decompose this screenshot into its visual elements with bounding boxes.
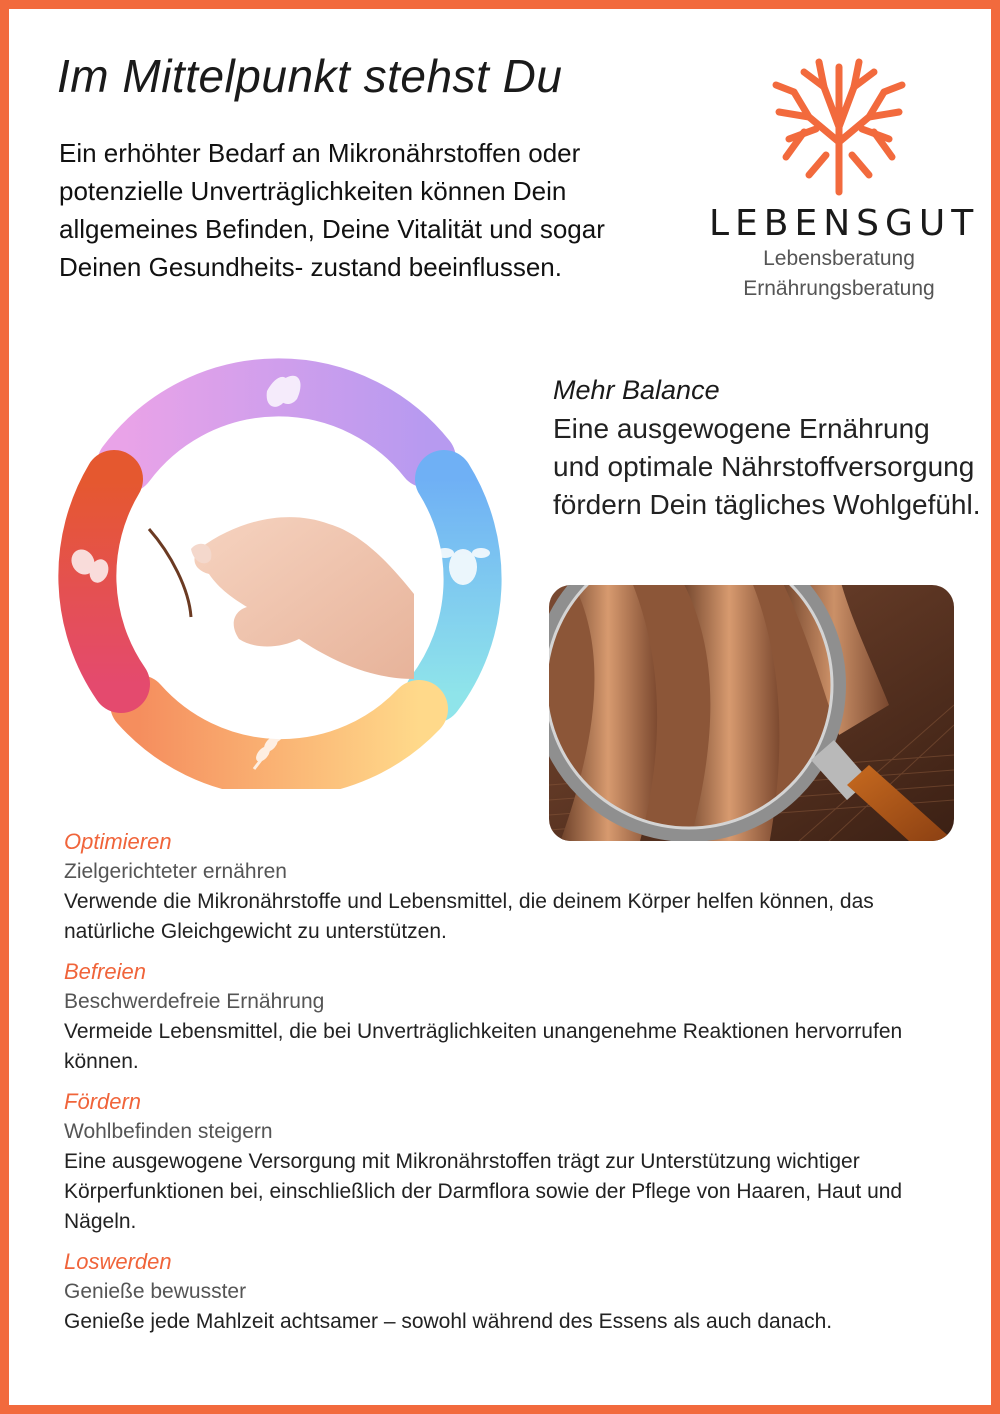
section-heading: Optimieren <box>64 829 172 854</box>
section-subheading: Zielgerichteter ernähren <box>64 860 287 883</box>
section-loswerden <box>64 1247 964 1337</box>
nutrition-ring-illustration <box>49 349 509 789</box>
balance-block <box>553 375 983 524</box>
sections-list <box>64 827 964 1347</box>
hand-holding-hair-image <box>149 517 414 679</box>
brand-logo <box>709 47 980 304</box>
section-subheading: Wohlbefinden steigern <box>64 1120 273 1143</box>
brand-name: LEBENSGUT <box>709 203 980 244</box>
balance-text: Eine ausgewogene Ernährung und optimale Nährstoffversorgung fördern Dein tägliches Wohlgefühl. <box>553 413 981 520</box>
magnified-hair-image <box>549 585 954 841</box>
section-body: Genieße jede Mahlzeit achtsamer – sowohl während des Essens als auch danach. <box>64 1310 833 1333</box>
section-body: Eine ausgewogene Versorgung mit Mikronährstoffen trägt zur Unterstützung wichtiger Körperfunktionen bei, einschließlich der Darmflora sowie der Pflege von Haaren, Haut und Nägeln. <box>64 1150 903 1233</box>
section-subheading: Beschwerdefreie Ernährung <box>64 990 325 1013</box>
page-title: Im Mittelpunkt stehst Du <box>57 50 563 102</box>
section-body: Verwende die Mikronährstoffe und Lebensmittel, die deinem Körper helfen können, das natürliche Gleichgewicht zu unterstützen. <box>64 890 874 943</box>
section-heading: Loswerden <box>64 1249 172 1274</box>
intro-text: Ein erhöhter Bedarf an Mikronährstoffen oder potenzielle Unverträglichkeiten können Dein allgemeines Befinden, Deine Vitalität und sogar Deinen Gesundheits- zustand beeinflussen. <box>59 138 605 282</box>
section-heading: Fördern <box>64 1089 142 1114</box>
balance-title: Mehr Balance <box>553 375 720 405</box>
tree-logo-icon <box>764 47 914 197</box>
brand-line-2: Ernährungsberatung <box>743 277 935 300</box>
section-foerdern <box>64 1087 964 1237</box>
brand-line-1: Lebensberatung <box>763 247 915 270</box>
section-heading: Befreien <box>64 959 146 984</box>
section-befreien <box>64 957 964 1077</box>
section-body: Vermeide Lebensmittel, die bei Unverträglichkeiten unangenehme Reaktionen hervorrufen können. <box>64 1020 903 1073</box>
section-subheading: Genieße bewusster <box>64 1280 247 1303</box>
section-optimieren <box>64 827 964 947</box>
